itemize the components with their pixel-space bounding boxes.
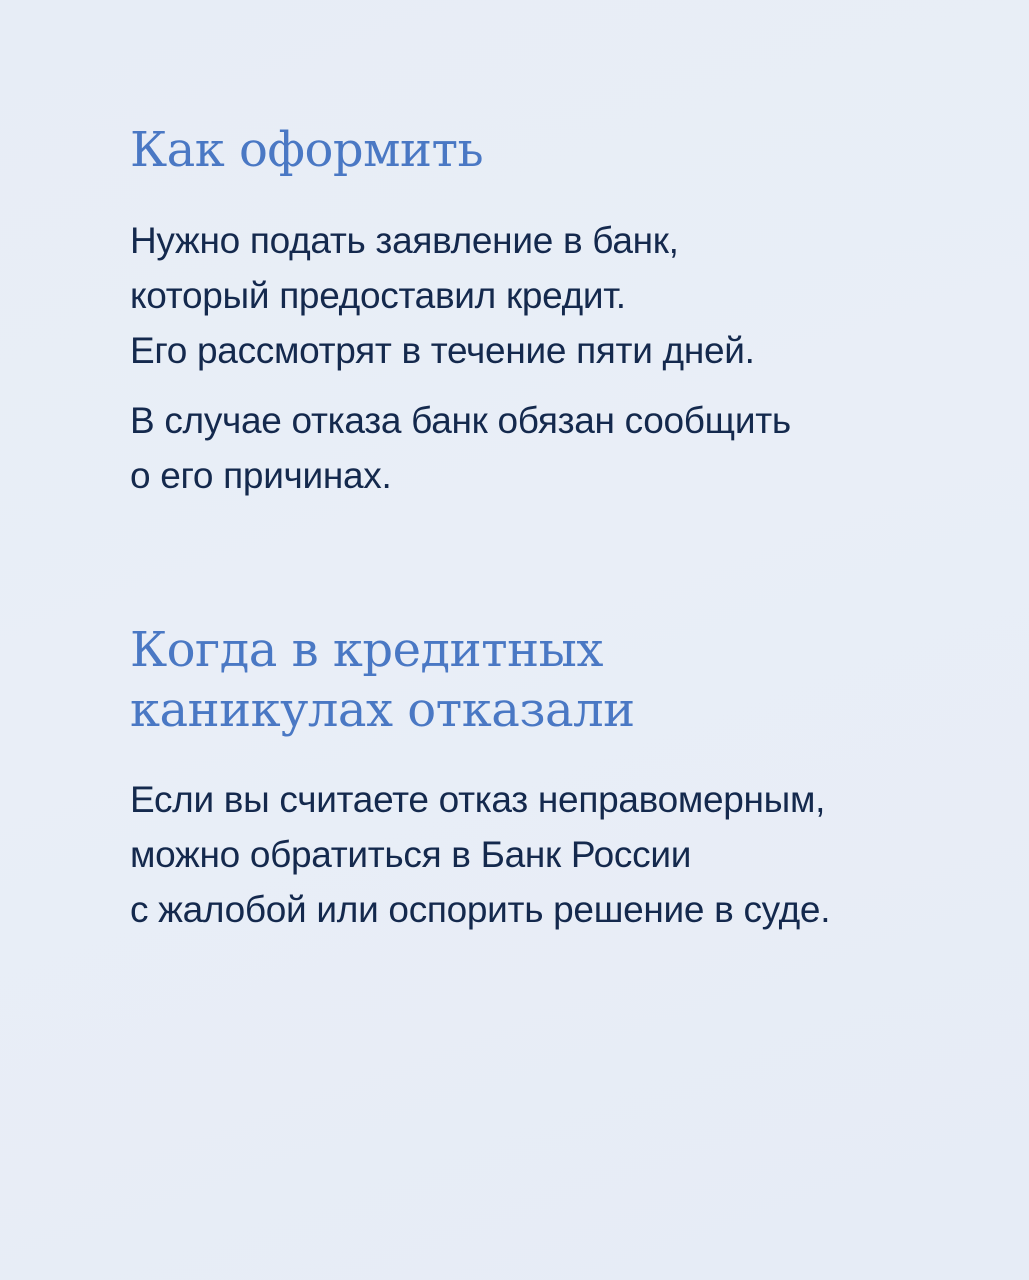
paragraph-line: можно обратиться в Банк России bbox=[130, 834, 692, 875]
paragraph-line: В случае отказа банк обязан сообщить bbox=[130, 400, 791, 441]
paragraph-line: Если вы считаете отказ неправомерным, bbox=[130, 779, 826, 820]
paragraph-refusal-reasons bbox=[130, 393, 791, 503]
paragraph-line: который предоставил кредит. bbox=[130, 275, 626, 316]
heading-line: Когда в кредитных bbox=[130, 622, 603, 678]
paragraph-line: Нужно подать заявление в банк, bbox=[130, 220, 679, 261]
section-heading-how-to-apply bbox=[130, 122, 483, 178]
heading-line: Как оформить bbox=[130, 122, 484, 178]
section-heading-refused bbox=[130, 620, 635, 740]
paragraph-line: о его причинах. bbox=[130, 455, 392, 496]
paragraph-application bbox=[130, 213, 755, 378]
paragraph-appeal bbox=[130, 772, 830, 937]
paragraph-line: Его рассмотрят в течение пяти дней. bbox=[130, 330, 755, 371]
heading-line: каникулах отказали bbox=[130, 682, 635, 738]
paragraph-line: с жалобой или оспорить решение в суде. bbox=[130, 889, 831, 930]
